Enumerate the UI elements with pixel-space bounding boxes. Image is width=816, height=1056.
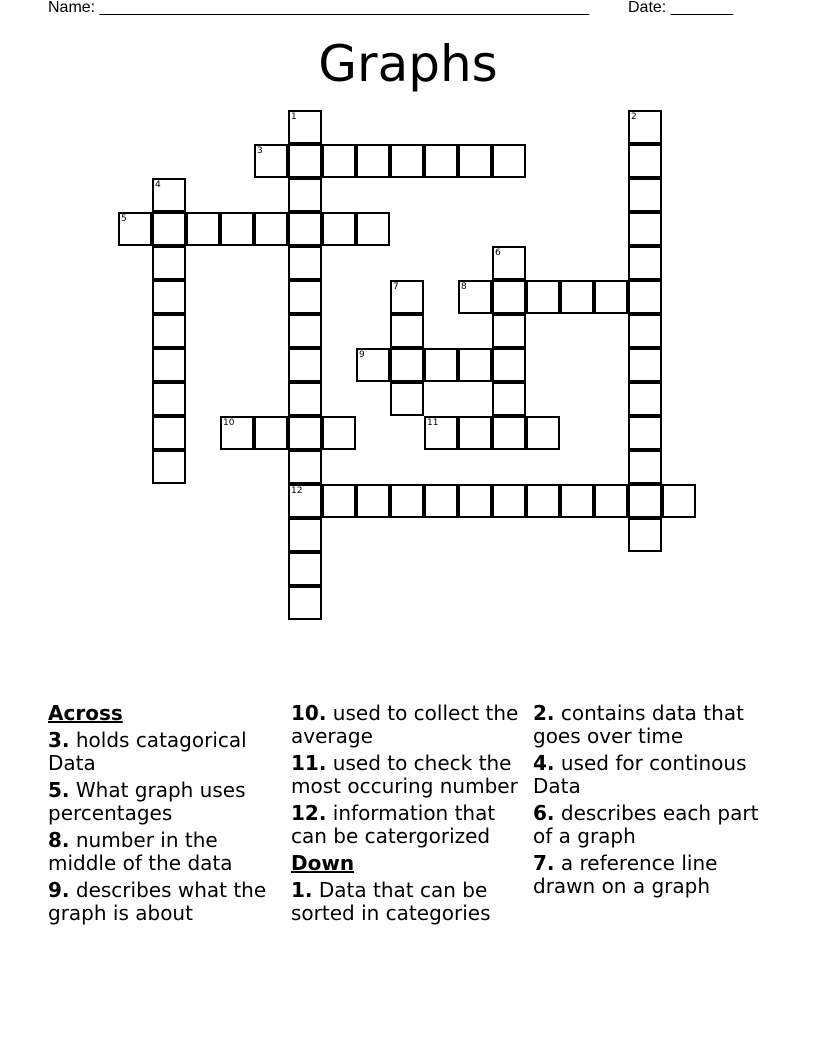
crossword-cell[interactable]: [424, 484, 458, 518]
crossword-cell[interactable]: [390, 348, 424, 382]
crossword-cell[interactable]: [288, 212, 322, 246]
crossword-cell[interactable]: [424, 144, 458, 178]
crossword-cell[interactable]: [492, 280, 526, 314]
crossword-cell[interactable]: [288, 586, 322, 620]
clue-column-2: [291, 702, 519, 929]
crossword-cell[interactable]: [628, 314, 662, 348]
crossword-cell[interactable]: [220, 212, 254, 246]
date-field: Date: _______: [628, 0, 733, 16]
crossword-cell[interactable]: [254, 416, 288, 450]
puzzle-title: Graphs: [318, 35, 498, 93]
clue-column-1: [48, 702, 276, 929]
cell-number: 10: [223, 418, 235, 428]
crossword-cell[interactable]: [356, 348, 390, 382]
crossword-cell[interactable]: [628, 212, 662, 246]
crossword-cell[interactable]: [322, 484, 356, 518]
crossword-cell[interactable]: [628, 450, 662, 484]
crossword-cell[interactable]: [492, 382, 526, 416]
across-clue-10: 10. used to collect the average: [291, 701, 519, 748]
crossword-cell[interactable]: [152, 382, 186, 416]
crossword-cell[interactable]: [458, 416, 492, 450]
crossword-cell[interactable]: [390, 144, 424, 178]
cell-number: 5: [121, 214, 127, 224]
crossword-cell[interactable]: [322, 144, 356, 178]
cell-number: 11: [427, 418, 439, 428]
across-clue-8: 8. number in the middle of the data: [48, 828, 233, 875]
crossword-cell[interactable]: [628, 110, 662, 144]
crossword-cell[interactable]: [628, 348, 662, 382]
crossword-cell[interactable]: [254, 212, 288, 246]
crossword-cell[interactable]: [288, 314, 322, 348]
crossword-cell[interactable]: [152, 416, 186, 450]
crossword-cell[interactable]: [288, 110, 322, 144]
name-field: Name: _______________________________________________________: [48, 0, 589, 16]
crossword-cell[interactable]: [526, 484, 560, 518]
crossword-cell[interactable]: [628, 416, 662, 450]
crossword-cell[interactable]: [560, 484, 594, 518]
crossword-cell[interactable]: [492, 144, 526, 178]
crossword-cell[interactable]: [458, 348, 492, 382]
crossword-cell[interactable]: [288, 518, 322, 552]
across-clue-9: 9. describes what the graph is about: [48, 878, 267, 925]
crossword-cell[interactable]: [288, 450, 322, 484]
crossword-cell[interactable]: [594, 280, 628, 314]
crossword-cell[interactable]: [458, 280, 492, 314]
crossword-cell[interactable]: [594, 484, 628, 518]
crossword-cell[interactable]: [288, 144, 322, 178]
crossword-cell[interactable]: [662, 484, 696, 518]
crossword-cell[interactable]: [526, 280, 560, 314]
crossword-cell[interactable]: [458, 484, 492, 518]
crossword-cell[interactable]: [288, 416, 322, 450]
crossword-cell[interactable]: [356, 144, 390, 178]
crossword-cell[interactable]: [288, 382, 322, 416]
crossword-cell[interactable]: [152, 314, 186, 348]
across-clue-3: 3. holds catagorical Data: [48, 728, 247, 775]
crossword-cell[interactable]: [628, 382, 662, 416]
crossword-cell[interactable]: [628, 280, 662, 314]
cell-number: 6: [495, 248, 501, 258]
crossword-cell[interactable]: [288, 178, 322, 212]
crossword-cell[interactable]: [492, 484, 526, 518]
down-clue-1: 1. Data that can be sorted in categories: [291, 878, 491, 925]
crossword-cell[interactable]: [288, 484, 322, 518]
across-clue-12: 12. information that can be catergorized: [291, 801, 496, 848]
crossword-cell[interactable]: [152, 450, 186, 484]
crossword-cell[interactable]: [220, 416, 254, 450]
crossword-cell[interactable]: [628, 144, 662, 178]
crossword-cell[interactable]: [492, 246, 526, 280]
cell-number: 12: [291, 486, 303, 496]
cell-number: 8: [461, 282, 467, 292]
crossword-cell[interactable]: [628, 518, 662, 552]
crossword-cell[interactable]: [492, 416, 526, 450]
crossword-cell[interactable]: [390, 382, 424, 416]
crossword-cell[interactable]: [356, 484, 390, 518]
crossword-cell[interactable]: [322, 416, 356, 450]
crossword-cell[interactable]: [492, 348, 526, 382]
crossword-cell[interactable]: [322, 212, 356, 246]
crossword-cell[interactable]: [390, 314, 424, 348]
across-heading: Across: [48, 701, 123, 725]
crossword-cell[interactable]: [152, 280, 186, 314]
cell-number: 2: [631, 112, 637, 122]
crossword-cell[interactable]: [288, 280, 322, 314]
across-clue-5: 5. What graph uses percentages: [48, 778, 246, 825]
crossword-cell[interactable]: [628, 246, 662, 280]
cell-number: 1: [291, 112, 297, 122]
crossword-cell[interactable]: [390, 280, 424, 314]
crossword-cell[interactable]: [152, 246, 186, 280]
across-clue-11: 11. used to check the most occuring number: [291, 751, 518, 798]
down-clue-7: 7. a reference line drawn on a graph: [533, 851, 718, 898]
crossword-cell[interactable]: [186, 212, 220, 246]
crossword-cell[interactable]: [560, 280, 594, 314]
down-clue-4: 4. used for continous Data: [533, 751, 747, 798]
crossword-cell[interactable]: [288, 552, 322, 586]
crossword-cell[interactable]: [390, 484, 424, 518]
crossword-cell[interactable]: [288, 348, 322, 382]
crossword-cell[interactable]: [628, 484, 662, 518]
cell-number: 4: [155, 180, 161, 190]
crossword-cell[interactable]: [526, 416, 560, 450]
crossword-cell[interactable]: [288, 246, 322, 280]
crossword-cell[interactable]: [356, 212, 390, 246]
crossword-cell[interactable]: [458, 144, 492, 178]
down-heading: Down: [291, 851, 355, 875]
down-clue-6: 6. describes each part of a graph: [533, 801, 759, 848]
clue-column-3: [533, 702, 761, 902]
crossword-cell[interactable]: [118, 212, 152, 246]
crossword-cell[interactable]: [424, 348, 458, 382]
down-clue-2: 2. contains data that goes over time: [533, 701, 744, 748]
cell-number: 7: [393, 282, 399, 292]
crossword-cell[interactable]: [424, 416, 458, 450]
crossword-cell[interactable]: [152, 178, 186, 212]
cell-number: 3: [257, 146, 263, 156]
crossword-cell[interactable]: [152, 212, 186, 246]
crossword-cell[interactable]: [628, 178, 662, 212]
cell-number: 9: [359, 350, 365, 360]
crossword-cell[interactable]: [492, 314, 526, 348]
crossword-cell[interactable]: [152, 348, 186, 382]
crossword-cell[interactable]: [254, 144, 288, 178]
